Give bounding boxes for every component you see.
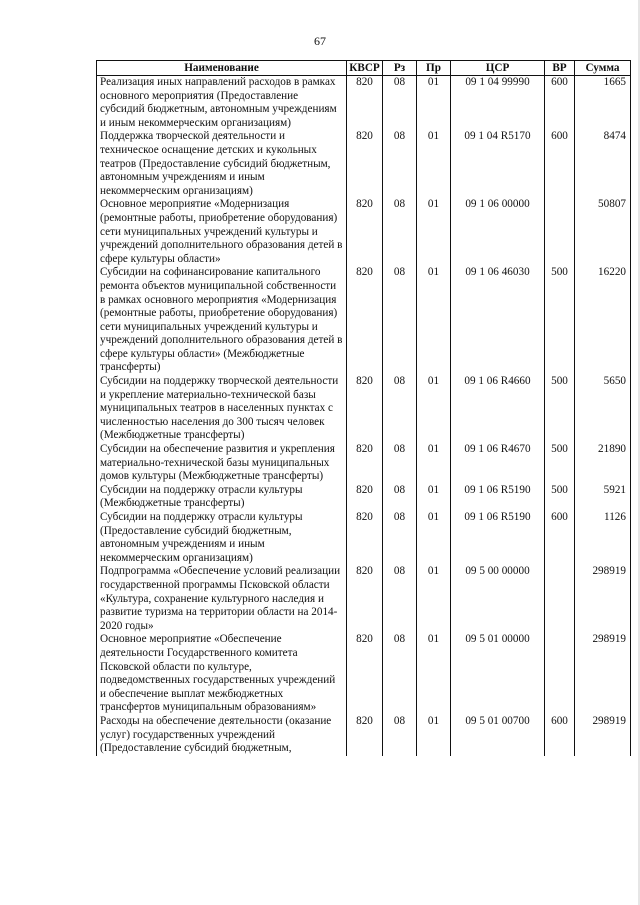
row-sum: 50807 (575, 198, 631, 266)
row-name: Субсидии на обеспечение развития и укрепления материально-технической базы муниципальных домов культуры (Межбюджетные трансферты) (97, 443, 347, 484)
row-vr (545, 565, 575, 633)
table-row (97, 443, 631, 484)
header-name: Наименование (97, 61, 347, 76)
row-sum: 1126 (575, 511, 631, 565)
row-vr (545, 633, 575, 715)
row-rz: 08 (383, 715, 417, 756)
row-name: Подпрограмма «Обеспечение условий реализации государственной программы Псковской области «Культура, сохранение культурного наследия и развитие туризма на территории области на 2014-2020 годы» (97, 565, 347, 633)
row-sum: 1665 (575, 76, 631, 131)
row-rz: 08 (383, 511, 417, 565)
table-row (97, 633, 631, 715)
row-pr: 01 (417, 266, 451, 375)
header-vr: ВР (545, 61, 575, 76)
row-rz: 08 (383, 130, 417, 198)
row-pr: 01 (417, 375, 451, 443)
row-vr: 600 (545, 715, 575, 756)
row-csr: 09 1 06 46030 (451, 266, 545, 375)
table-row (97, 198, 631, 266)
row-name: Субсидии на поддержку отрасли культуры (Межбюджетные трансферты) (97, 484, 347, 511)
row-vr: 500 (545, 484, 575, 511)
table-row (97, 375, 631, 443)
row-csr: 09 5 00 00000 (451, 565, 545, 633)
row-kvsr: 820 (347, 76, 383, 131)
row-vr (545, 198, 575, 266)
row-csr: 09 1 04 99990 (451, 76, 545, 131)
row-pr: 01 (417, 715, 451, 756)
row-kvsr: 820 (347, 715, 383, 756)
row-rz: 08 (383, 266, 417, 375)
header-sum: Сумма (575, 61, 631, 76)
row-name: Реализация иных направлений расходов в рамках основного мероприятия (Предоставление субсидий бюджетным, автономным учреждениям и иным некоммерческим организациям) (97, 76, 347, 131)
row-csr: 09 1 06 R5190 (451, 511, 545, 565)
row-pr: 01 (417, 130, 451, 198)
row-kvsr: 820 (347, 443, 383, 484)
row-pr: 01 (417, 76, 451, 131)
row-vr: 500 (545, 266, 575, 375)
row-pr: 01 (417, 198, 451, 266)
row-sum: 298919 (575, 565, 631, 633)
row-name: Основное мероприятие «Модернизация (ремонтные работы, приобретение оборудования) сети муниципальных учреждений культуры и учреждений дополнительного образования детей в сфере культуры области» (97, 198, 347, 266)
row-pr: 01 (417, 633, 451, 715)
row-csr: 09 1 06 00000 (451, 198, 545, 266)
header-kvsr: КВСР (347, 61, 383, 76)
row-vr: 600 (545, 130, 575, 198)
header-csr: ЦСР (451, 61, 545, 76)
table-row (97, 266, 631, 375)
row-rz: 08 (383, 198, 417, 266)
table-row (97, 511, 631, 565)
header-pr: Пр (417, 61, 451, 76)
row-name: Субсидии на поддержку творческой деятельности и укрепление материально-технической базы муниципальных театров в населенных пунктах с численностью населения до 300 тысяч человек (Межбюджетные трансферты) (97, 375, 347, 443)
table-row (97, 76, 631, 131)
row-kvsr: 820 (347, 130, 383, 198)
row-kvsr: 820 (347, 375, 383, 443)
row-rz: 08 (383, 565, 417, 633)
budget-table (96, 60, 631, 756)
table-row (97, 484, 631, 511)
row-sum: 16220 (575, 266, 631, 375)
row-pr: 01 (417, 565, 451, 633)
row-sum: 298919 (575, 633, 631, 715)
row-kvsr: 820 (347, 484, 383, 511)
row-rz: 08 (383, 76, 417, 131)
row-csr: 09 1 06 R5190 (451, 484, 545, 511)
table-header-row (97, 61, 631, 76)
row-kvsr: 820 (347, 565, 383, 633)
row-kvsr: 820 (347, 266, 383, 375)
row-name: Субсидии на софинансирование капитального ремонта объектов муниципальной собственности в рамках основного мероприятия «Модернизация (ремонтные работы, приобретение оборудования) сети муниципальных учреждений культуры и учреждений дополнительного образования детей в сфере культуры области» (Межбюджетные трансферты) (97, 266, 347, 375)
table-row (97, 565, 631, 633)
row-name: Основное мероприятие «Обеспечение деятельности Государственного комитета Псковской области по культуре, подведомственных государственных учреждений и обеспечение выплат межбюджетных трансфертов муниципальным образованиям» (97, 633, 347, 715)
row-csr: 09 1 06 R4670 (451, 443, 545, 484)
row-kvsr: 820 (347, 198, 383, 266)
row-kvsr: 820 (347, 633, 383, 715)
row-vr: 500 (545, 443, 575, 484)
row-pr: 01 (417, 511, 451, 565)
row-rz: 08 (383, 484, 417, 511)
header-rz: Рз (383, 61, 417, 76)
table-row (97, 715, 631, 756)
row-pr: 01 (417, 443, 451, 484)
row-sum: 298919 (575, 715, 631, 756)
row-csr: 09 1 04 R5170 (451, 130, 545, 198)
row-name: Расходы на обеспечение деятельности (оказание услуг) государственных учреждений (Предоставление субсидий бюджетным, (97, 715, 347, 756)
row-rz: 08 (383, 633, 417, 715)
row-rz: 08 (383, 443, 417, 484)
row-csr: 09 1 06 R4660 (451, 375, 545, 443)
row-sum: 5650 (575, 375, 631, 443)
row-sum: 8474 (575, 130, 631, 198)
row-name: Поддержка творческой деятельности и техническое оснащение детских и кукольных театров (Предоставление субсидий бюджетным, автономным учреждениям и иным некоммерческим организациям) (97, 130, 347, 198)
row-vr: 600 (545, 511, 575, 565)
row-csr: 09 5 01 00000 (451, 633, 545, 715)
row-kvsr: 820 (347, 511, 383, 565)
row-rz: 08 (383, 375, 417, 443)
row-vr: 600 (545, 76, 575, 131)
page-number: 67 (314, 34, 326, 48)
row-csr: 09 5 01 00700 (451, 715, 545, 756)
table-row (97, 130, 631, 198)
row-sum: 21890 (575, 443, 631, 484)
row-pr: 01 (417, 484, 451, 511)
row-sum: 5921 (575, 484, 631, 511)
row-vr: 500 (545, 375, 575, 443)
row-name: Субсидии на поддержку отрасли культуры (Предоставление субсидий бюджетным, автономным учреждениям и иным некоммерческим организациям) (97, 511, 347, 565)
